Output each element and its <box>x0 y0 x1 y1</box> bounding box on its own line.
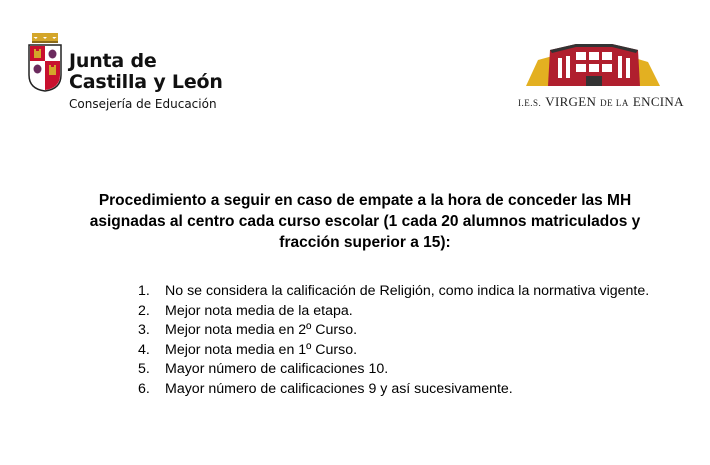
organization-name-line1: Junta de <box>69 50 157 72</box>
heading-line: Procedimiento a seguir en caso de empate a la hora de conceder las MH <box>98 192 632 209</box>
list-item-text: Mejor nota media en 2º Curso. <box>165 322 358 338</box>
list-item-text: Mayor número de calificaciones 10. <box>165 361 389 377</box>
school-name-b: DE LA <box>600 98 629 108</box>
list-item-text: Mejor nota media en 1º Curso. <box>165 341 358 358</box>
list-item-number: 5. <box>138 361 150 377</box>
organization-name <box>69 51 223 93</box>
coat-of-arms-icon <box>26 31 64 93</box>
list-item-text: No se considera la calificación de Religión, como indica la normativa vigente. <box>165 283 650 299</box>
list-item <box>138 341 649 361</box>
list-item <box>138 282 649 302</box>
list-item-number: 6. <box>138 380 150 397</box>
school-prefix: I.E.S. <box>518 98 542 108</box>
school-building-icon <box>520 40 666 92</box>
tiebreak-rules-list <box>138 282 649 399</box>
list-item <box>138 360 649 380</box>
list-item <box>138 380 649 400</box>
document-heading <box>60 190 670 253</box>
junta-castilla-leon-logo <box>26 31 223 115</box>
ies-virgen-encina-logo <box>518 40 684 112</box>
heading-line: fracción superior a 15): <box>279 234 451 251</box>
list-item-number: 3. <box>138 322 150 338</box>
list-item-number: 4. <box>138 341 150 358</box>
list-item-text: Mejor nota media de la etapa. <box>165 302 353 319</box>
school-name <box>518 93 684 111</box>
organization-name-line2: Castilla y León <box>69 71 223 93</box>
department-name: Consejería de Educación <box>69 97 217 111</box>
list-item-text: Mayor número de calificaciones 9 y así sucesivamente. <box>165 380 513 397</box>
list-item <box>138 321 649 341</box>
school-name-a: VIRGEN <box>545 94 597 109</box>
heading-line: asignadas al centro cada curso escolar (1 cada 20 alumnos matriculados y <box>89 213 641 230</box>
list-item-number: 2. <box>138 302 150 319</box>
list-item-number: 1. <box>138 283 150 299</box>
list-item <box>138 302 649 322</box>
school-name-c: ENCINA <box>632 94 684 109</box>
